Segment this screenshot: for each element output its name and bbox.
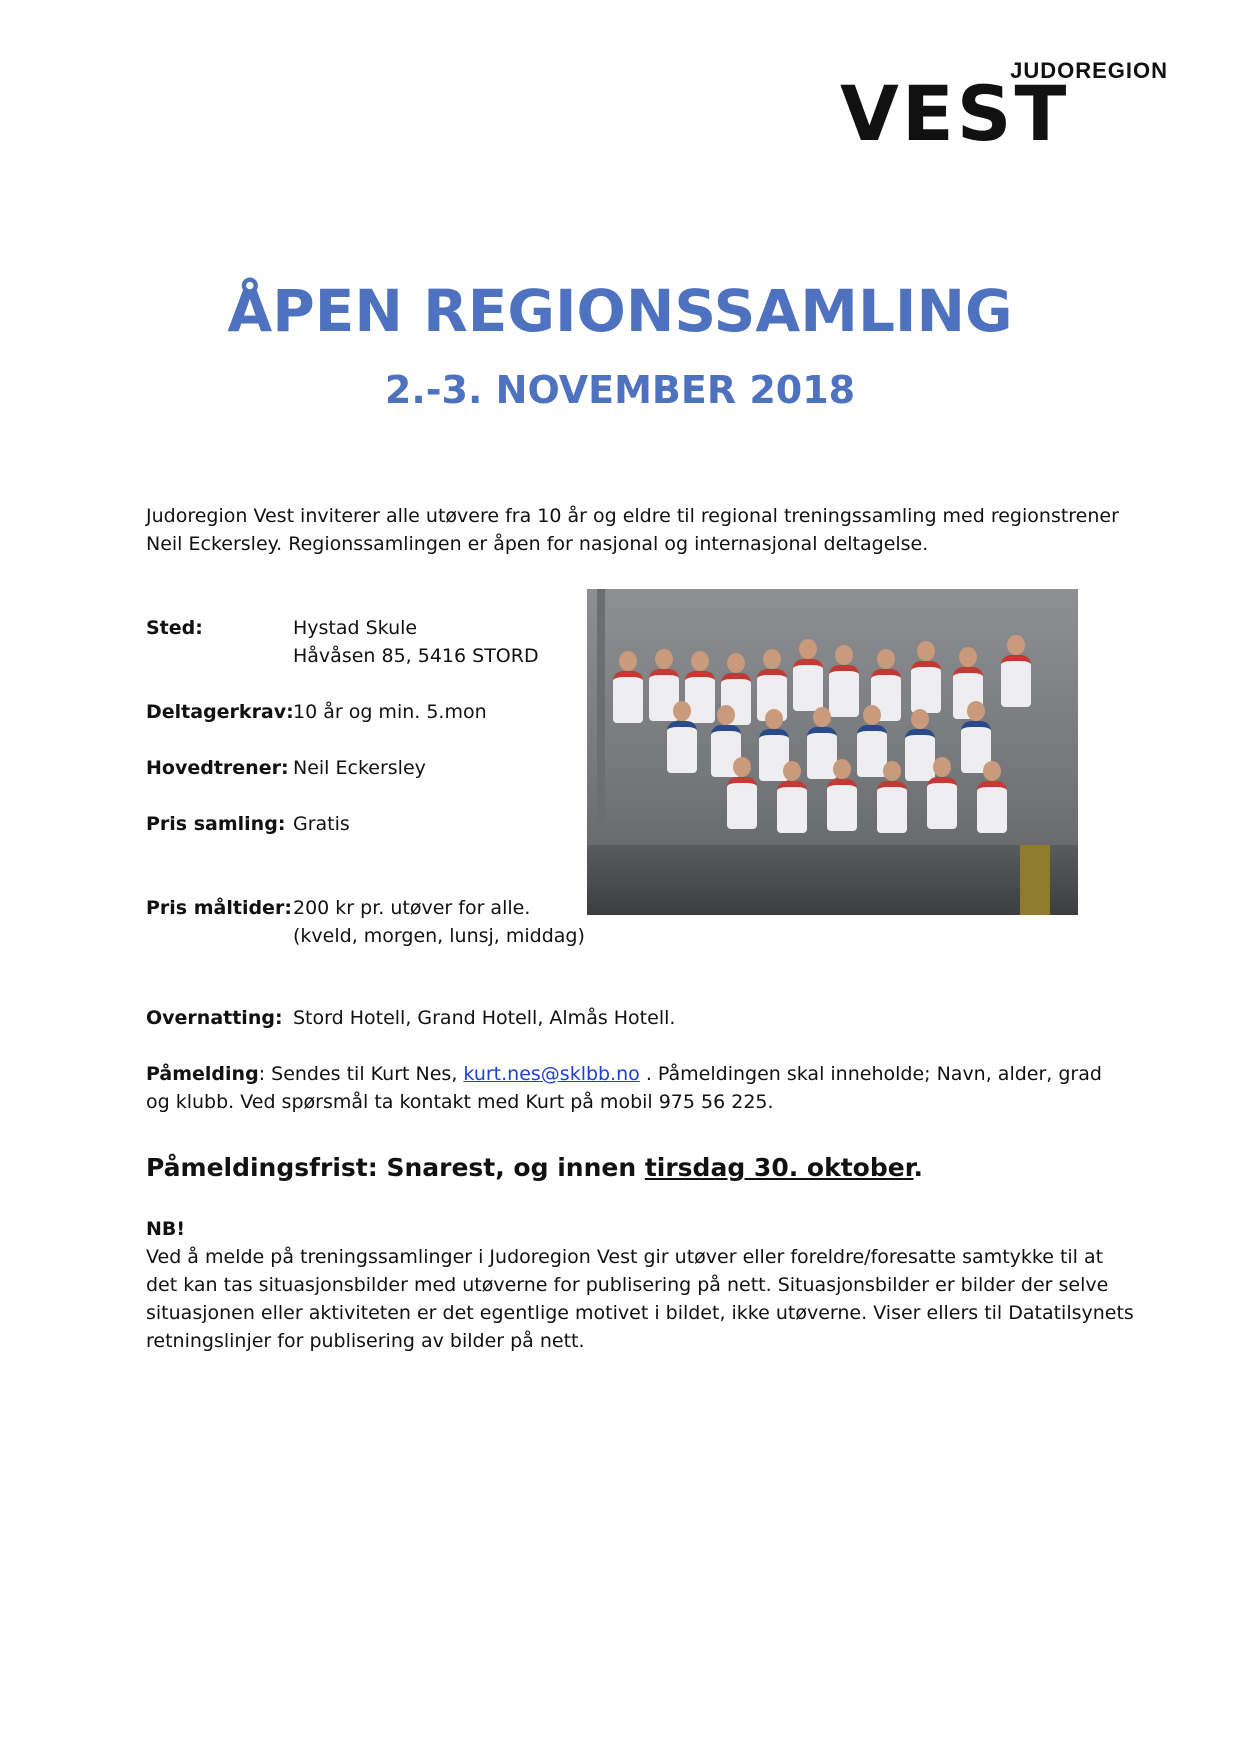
- athlete-head: [959, 647, 977, 667]
- pris-maltider-value: [293, 894, 613, 950]
- pris-maltider-line1: 200 kr pr. utøver for alle.: [293, 897, 531, 919]
- athlete-head: [877, 649, 895, 669]
- overnatting-value: Stord Hotell, Grand Hotell, Almås Hotell.: [293, 1007, 676, 1029]
- hovedtrener-label: Hovedtrener:: [146, 757, 289, 779]
- athlete-figure: [905, 729, 935, 781]
- athlete-head: [765, 709, 783, 729]
- athlete-head: [717, 705, 735, 725]
- athlete-head: [1007, 635, 1025, 655]
- athlete-figure: [1001, 655, 1031, 707]
- judoregion-vest-logo: [840, 58, 1180, 158]
- athlete-figure: [977, 781, 1007, 833]
- nb-heading: NB!: [146, 1218, 186, 1240]
- athlete-head: [813, 707, 831, 727]
- athlete-figure: [613, 671, 643, 723]
- pris-maltider-label: Pris måltider:: [146, 897, 292, 919]
- athlete-head: [727, 653, 745, 673]
- intro-paragraph: Judoregion Vest inviterer alle utøvere fra 10 år og eldre til regional treningssamling med regionstrener Neil Eckersley. Regionssamlingen er åpen for nasjonal og internasjonal deltagelse.: [146, 505, 1119, 555]
- athlete-head: [733, 757, 751, 777]
- overnatting-label: Overnatting:: [146, 1007, 283, 1029]
- athlete-head: [911, 709, 929, 729]
- floor-stripe: [1020, 845, 1050, 915]
- athlete-figure: [667, 721, 697, 773]
- pameldingsfrist: [146, 1153, 923, 1182]
- sted-line1: Hystad Skule: [293, 617, 418, 639]
- athlete-figure: [777, 781, 807, 833]
- athlete-head: [835, 645, 853, 665]
- floor-mat: [587, 845, 1078, 915]
- athlete-head: [783, 761, 801, 781]
- group-photo: [587, 589, 1078, 915]
- pris-samling-value: Gratis: [293, 813, 350, 835]
- frist-suffix: .: [913, 1153, 923, 1182]
- athlete-figure: [793, 659, 823, 711]
- pris-samling-label: Pris samling:: [146, 813, 286, 835]
- athlete-head: [763, 649, 781, 669]
- sted-line2: Håvåsen 85, 5416 STORD: [293, 645, 539, 667]
- pamelding-text-after: . Påmeldingen skal inneholde; Navn, alder, grad og klubb. Ved spørsmål ta kontakt med Kurt på mobil 975 56 225.: [146, 1063, 1102, 1113]
- deltagerkrav-label: Deltagerkrav:: [146, 701, 294, 723]
- athlete-figure: [877, 781, 907, 833]
- athlete-figure: [927, 777, 957, 829]
- athlete-figure: [727, 777, 757, 829]
- athlete-head: [917, 641, 935, 661]
- nb-paragraph: Ved å melde på treningssamlinger i Judoregion Vest gir utøver eller foreldre/foresatte samtykke til at det kan tas situasjonsbilder med utøverne for publisering på nett. Situasjonsbilder er bilder der selve situasjonen eller aktiviteten er det egentlige motivet i bildet, ikke utøverne. Viser ellers til Datatilsynets retningslinjer for publisering av bilder på nett.: [146, 1246, 1134, 1352]
- athlete-head: [883, 761, 901, 781]
- hovedtrener-value: Neil Eckersley: [293, 757, 426, 779]
- sted-label: Sted:: [146, 617, 203, 639]
- frist-prefix: Påmeldingsfrist: Snarest, og innen: [146, 1153, 645, 1182]
- page-title: ÅPEN REGIONSSAMLING: [227, 277, 1013, 345]
- frist-date: tirsdag 30. oktober: [644, 1153, 914, 1182]
- deltagerkrav-value: 10 år og min. 5.mon: [293, 701, 487, 723]
- athlete-figure: [829, 665, 859, 717]
- sted-value: [293, 614, 593, 670]
- pamelding-email-link[interactable]: kurt.nes@sklbb.no: [463, 1063, 640, 1085]
- athlete-head: [863, 705, 881, 725]
- athlete-head: [673, 701, 691, 721]
- athlete-head: [691, 651, 709, 671]
- athlete-head: [967, 701, 985, 721]
- athlete-head: [655, 649, 673, 669]
- athlete-head: [833, 759, 851, 779]
- pamelding-label: Påmelding: [146, 1063, 259, 1085]
- pamelding-paragraph: [146, 1060, 1106, 1116]
- page-subtitle: 2.-3. NOVEMBER 2018: [384, 368, 856, 412]
- athlete-head: [983, 761, 1001, 781]
- athlete-head: [619, 651, 637, 671]
- pamelding-text-before: : Sendes til Kurt Nes,: [258, 1063, 464, 1085]
- logo-small-text: JUDOREGION: [1010, 58, 1168, 83]
- athlete-head: [799, 639, 817, 659]
- athlete-head: [933, 757, 951, 777]
- logo-big-text: VEST: [840, 69, 1070, 158]
- athlete-figure: [911, 661, 941, 713]
- athlete-figure: [827, 779, 857, 831]
- pris-maltider-line2: (kveld, morgen, lunsj, middag): [293, 925, 585, 947]
